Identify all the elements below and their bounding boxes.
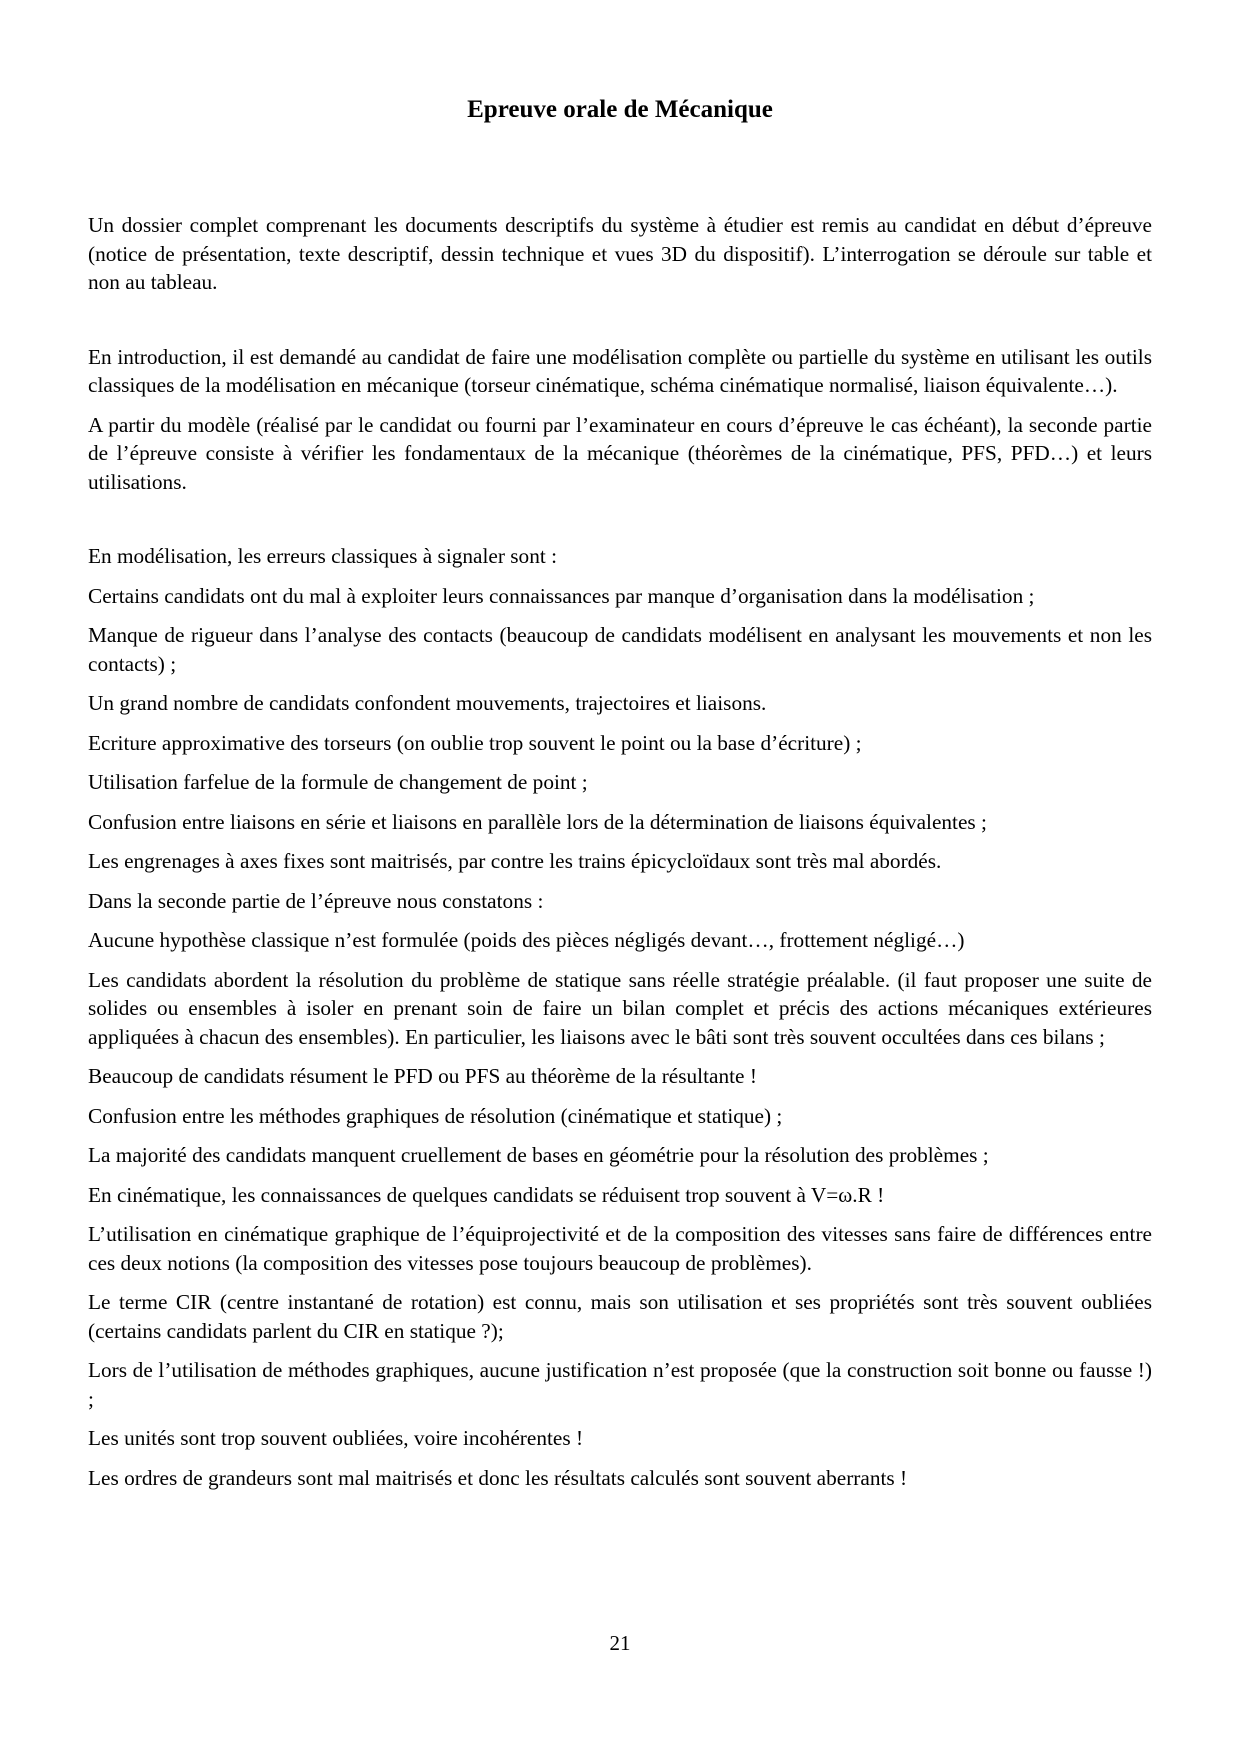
paragraph-item: Lors de l’utilisation de méthodes graphiques, aucune justification n’est proposée (que la construction soit bonne ou fausse !) ;	[88, 1358, 1152, 1411]
paragraph-item: Aucune hypothèse classique n’est formulée (poids des pièces négligés devant…, frottement négligé…)	[88, 928, 965, 952]
paragraph-erreurs-heading: En modélisation, les erreurs classiques à signaler sont :	[88, 544, 558, 568]
paragraph-seconde-partie: A partir du modèle (réalisé par le candidat ou fourni par l’examinateur en cours d’épreuve le cas échéant), la seconde partie de l’épreuve consiste à vérifier les fondamentaux de la mécanique (théorèmes de la cinématique, PFS, PFD…) et leurs utilisations.	[88, 412, 1152, 494]
paragraph-item: L’utilisation en cinématique graphique de l’équiprojectivité et de la composition des vitesses sans faire de différences entre ces deux notions (la composition des vitesses pose toujours beaucoup de problèmes).	[88, 1222, 1152, 1275]
paragraph-item: Beaucoup de candidats résument le PFD ou PFS au théorème de la résultante !	[88, 1064, 757, 1088]
paragraph-introduction: En introduction, il est demandé au candidat de faire une modélisation complète ou partielle du système en utilisant les outils classiques de la modélisation en mécanique (torseur cinématique, schéma cinématique normalisé, liaison équivalente…).	[88, 344, 1152, 397]
document-body	[88, 211, 1152, 1492]
paragraph-dossier: Un dossier complet comprenant les documents descriptifs du système à étudier est remis au candidat en début d’épreuve (notice de présentation, texte descriptif, dessin technique et vues 3D du dispositif). L’interrogation se déroule sur table et non au tableau.	[88, 213, 1152, 294]
paragraph-item: Le terme CIR (centre instantané de rotation) est connu, mais son utilisation et ses propriétés sont très souvent oubliées (certains candidats parlent du CIR en statique ?);	[88, 1290, 1152, 1343]
paragraph-item: Utilisation farfelue de la formule de changement de point ;	[88, 770, 588, 794]
paragraph-item: Les unités sont trop souvent oubliées, voire incohérentes !	[88, 1426, 584, 1450]
paragraph-item: Confusion entre les méthodes graphiques de résolution (cinématique et statique) ;	[88, 1103, 783, 1128]
paragraph-item: Certains candidats ont du mal à exploiter leurs connaissances par manque d’organisation dans la modélisation ;	[88, 583, 1035, 608]
paragraph-item: Les engrenages à axes fixes sont maitrisés, par contre les trains épicycloïdaux sont très mal abordés.	[88, 849, 942, 873]
paragraph-constatons-heading: Dans la seconde partie de l’épreuve nous constatons :	[88, 888, 544, 913]
paragraph-item: La majorité des candidats manquent cruellement de bases en géométrie pour la résolution des problèmes ;	[88, 1143, 989, 1167]
paragraph-item: Ecriture approximative des torseurs (on oublie trop souvent le point ou la base d’écriture) ;	[88, 730, 862, 755]
paragraph-item: Manque de rigueur dans l’analyse des contacts (beaucoup de candidats modélisent en analysant les mouvements et non les contacts) ;	[88, 623, 1152, 676]
page-number: 21	[609, 1631, 631, 1655]
paragraph-item: Les candidats abordent la résolution du problème de statique sans réelle stratégie préalable. (il faut proposer une suite de solides ou ensembles à isoler en prenant soin de faire un bilan complet et précis des actions mécaniques extérieures appliquées à chacun des ensembles). En particulier, les liaisons avec le bâti sont très souvent occultées dans ces bilans ;	[88, 967, 1152, 1049]
paragraph-item: Confusion entre liaisons en série et liaisons en parallèle lors de la détermination de liaisons équivalentes ;	[88, 809, 987, 834]
paragraph-item: Les ordres de grandeurs sont mal maitrisés et donc les résultats calculés sont souvent aberrants !	[88, 1465, 908, 1490]
paragraph-item: Un grand nombre de candidats confondent mouvements, trajectoires et liaisons.	[88, 691, 767, 715]
page-title: Epreuve orale de Mécanique	[467, 96, 773, 123]
paragraph-item: En cinématique, les connaissances de quelques candidats se réduisent trop souvent à V=ω.R !	[88, 1182, 885, 1207]
